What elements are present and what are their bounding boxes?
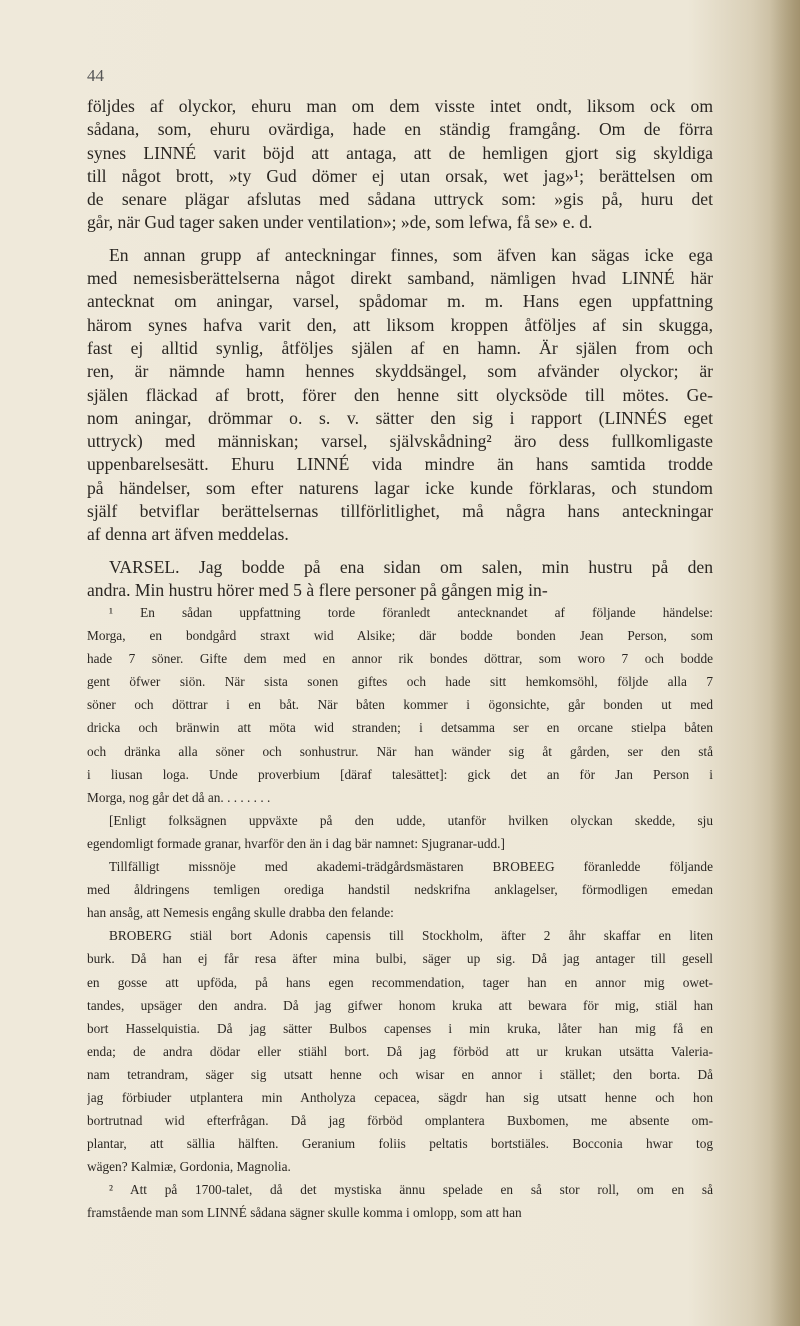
text-line: af denna art äfven meddelas. xyxy=(87,524,289,545)
main-text xyxy=(87,95,713,602)
text-line: med nemesisberättelserna något direkt samband, nämligen hvad LINNÉ här xyxy=(87,268,713,289)
footnote-line: jag förbiuder utplantera min Antholyza cepacea, sägdr han sig utsatt henne och hon xyxy=(87,1089,713,1105)
footnote-line: burk. Då han ej får resa äfter mina bulbi, säger up sig. Då jag antager till gesell xyxy=(87,951,713,967)
footnote-line: plantar, att sällia hälften. Geranium foliis peltatis bortstiäles. Bocconia hwar tog xyxy=(87,1136,713,1152)
footnote-line: wägen? Kalmiæ, Gordonia, Magnolia. xyxy=(87,1159,291,1175)
text-line: sådana, som, ehuru ovärdiga, hade en ständig framgång. Om de förra xyxy=(87,119,713,140)
footnote-line: gent öfwer siön. När sista sonen giftes och hade sitt hemkomsöhl, följde alla 7 xyxy=(87,674,713,690)
paragraph-gap xyxy=(87,547,713,556)
footnote-line: en gosse att upföda, på hans egen recommendation, tager han en annor mig owet- xyxy=(87,974,713,990)
text-line: går, när Gud tager saken under ventilation»; »de, som lefwa, få se» e. d. xyxy=(87,212,593,233)
text-line: på händelser, som efter naturens lagar icke kunde förklaras, och stundom xyxy=(87,477,713,498)
footnote-line: bortrutnad wid efterfrågan. Då jag förböd omplantera Buxbomen, me absente om- xyxy=(87,1113,713,1129)
text-line: andra. Min hustru hörer med 5 à flere personer på gången mig in- xyxy=(87,579,548,600)
footnote-line: BROBERG stiäl bort Adonis capensis till Stockholm, äfter 2 åhr skaffar en liten xyxy=(109,928,713,944)
paragraph-gap xyxy=(87,235,713,244)
footnote-line: egendomligt formade granar, hvarför den än i dag bär namnet: Sjugranar-udd.] xyxy=(87,835,505,851)
footnote-line: med åldringens temligen orediga handstil nedskrifna anklagelser, förmodligen emedan xyxy=(87,882,713,898)
text-line: själf betviflar berättelsernas tillförlitlighet, må några hans anteckningar xyxy=(87,501,713,522)
text-line: härom synes hafva varit den, att liksom kroppen åtföljes af sin skugga, xyxy=(87,314,713,335)
text-line: de senare plägar afslutas med sådana uttryck som: »gis på, huru det xyxy=(87,189,713,210)
footnote-line: bort Hasselquistia. Då jag sätter Bulbos capenses i min kruka, låter han mig få en xyxy=(87,1020,713,1036)
text-line: fast ej alltid synlig, åtföljes själen af en hamn. Är själen from och xyxy=(87,337,713,358)
footnote-line: ² Att på 1700-talet, då det mystiska ännu spelade en så stor roll, om en så xyxy=(109,1182,713,1198)
footnote-line: enda; de andra dödar eller stiähl bort. Då jag förböd att ur krukan utsätta Valeria- xyxy=(87,1043,713,1059)
footnotes xyxy=(87,601,713,1225)
footnote-line: tandes, upsäger den andra. Då jag gifwer honom kruka att bewara för mig, stiäl han xyxy=(87,997,713,1013)
text-line: synes LINNÉ varit böjd att antaga, att de hemligen gjort sig skyldiga xyxy=(87,142,713,163)
footnote-line: Morga, en bondgård straxt wid Alsike; där bodde bonden Jean Person, som xyxy=(87,628,713,644)
page-edge-shadow xyxy=(770,0,800,1326)
text-line: uppenbarelsesätt. Ehuru LINNÉ vida mindre än hans samtida trodde xyxy=(87,454,713,475)
footnote-line: han ansåg, att Nemesis engång skulle drabba den felande: xyxy=(87,905,394,921)
footnote-line: [Enligt folksägnen uppväxte på den udde, utanför hvilken olyckan skedde, sju xyxy=(109,812,713,828)
text-line: uttryck) med människan; varsel, självskådning² äro dess fullkomligaste xyxy=(87,431,713,452)
footnote-line: hade 7 söner. Gifte dem med en annor rik bondes döttrar, som woro 7 och bodde xyxy=(87,651,713,667)
text-line: En annan grupp af anteckningar finnes, som äfven kan sägas icke ega xyxy=(109,244,713,265)
footnote-line: Morga, nog går det då an. . . . . . . . xyxy=(87,789,271,805)
footnote-line: söner och döttrar i en båt. När båten kommer i ögonsichte, går bonden ut med xyxy=(87,697,713,713)
footnote-line: ¹ En sådan uppfattning torde föranledt antecknandet af följande händelse: xyxy=(109,605,713,620)
text-line: ren, är nämnde hamn hennes skyddsängel, som afvänder olyckor; är xyxy=(87,361,713,382)
text-line: till något brott, »ty Gud dömer ej utan orsak, wet jag»¹; berättelsen om xyxy=(87,165,713,186)
text-line: VARSEL. Jag bodde på ena sidan om salen, min hustru på den xyxy=(109,556,713,577)
text-line: följdes af olyckor, ehuru man om dem visste intet ondt, liksom ock om xyxy=(87,96,713,116)
page-number: 44 xyxy=(87,66,104,85)
text-line: nom aningar, drömmar o. s. v. sätter den sig i rapport (LINNÉS eget xyxy=(87,407,713,428)
footnote-line: och dränka alla söner och sonhustrur. När han wänder sig åt gården, ser den stå xyxy=(87,743,713,759)
text-line: antecknat om aningar, varsel, spådomar m. m. Hans egen uppfattning xyxy=(87,291,713,312)
footnote-line: Tillfälligt missnöje med akademi-trädgårdsmästaren BROBEEG föranledde följande xyxy=(109,859,713,875)
footnote-line: dricka och bränwin att möta wid stranden; i detsamma ser en orcane stielpa båten xyxy=(87,720,713,736)
footnote-line: framstående man som LINNÉ sådana sägner skulle komma i omlopp, som att han xyxy=(87,1205,522,1221)
footnote-line: i liusan loga. Unde proverbium [däraf talesättet]: gick det an för Jan Person i xyxy=(87,766,713,782)
text-line: själen fläckad af brott, förer den henne sitt olycksöde till mötes. Ge- xyxy=(87,384,713,405)
footnote-line: nam tetrandram, säger sig utsatt henne och wisar en annor i stället; den borta. Då xyxy=(87,1066,713,1082)
